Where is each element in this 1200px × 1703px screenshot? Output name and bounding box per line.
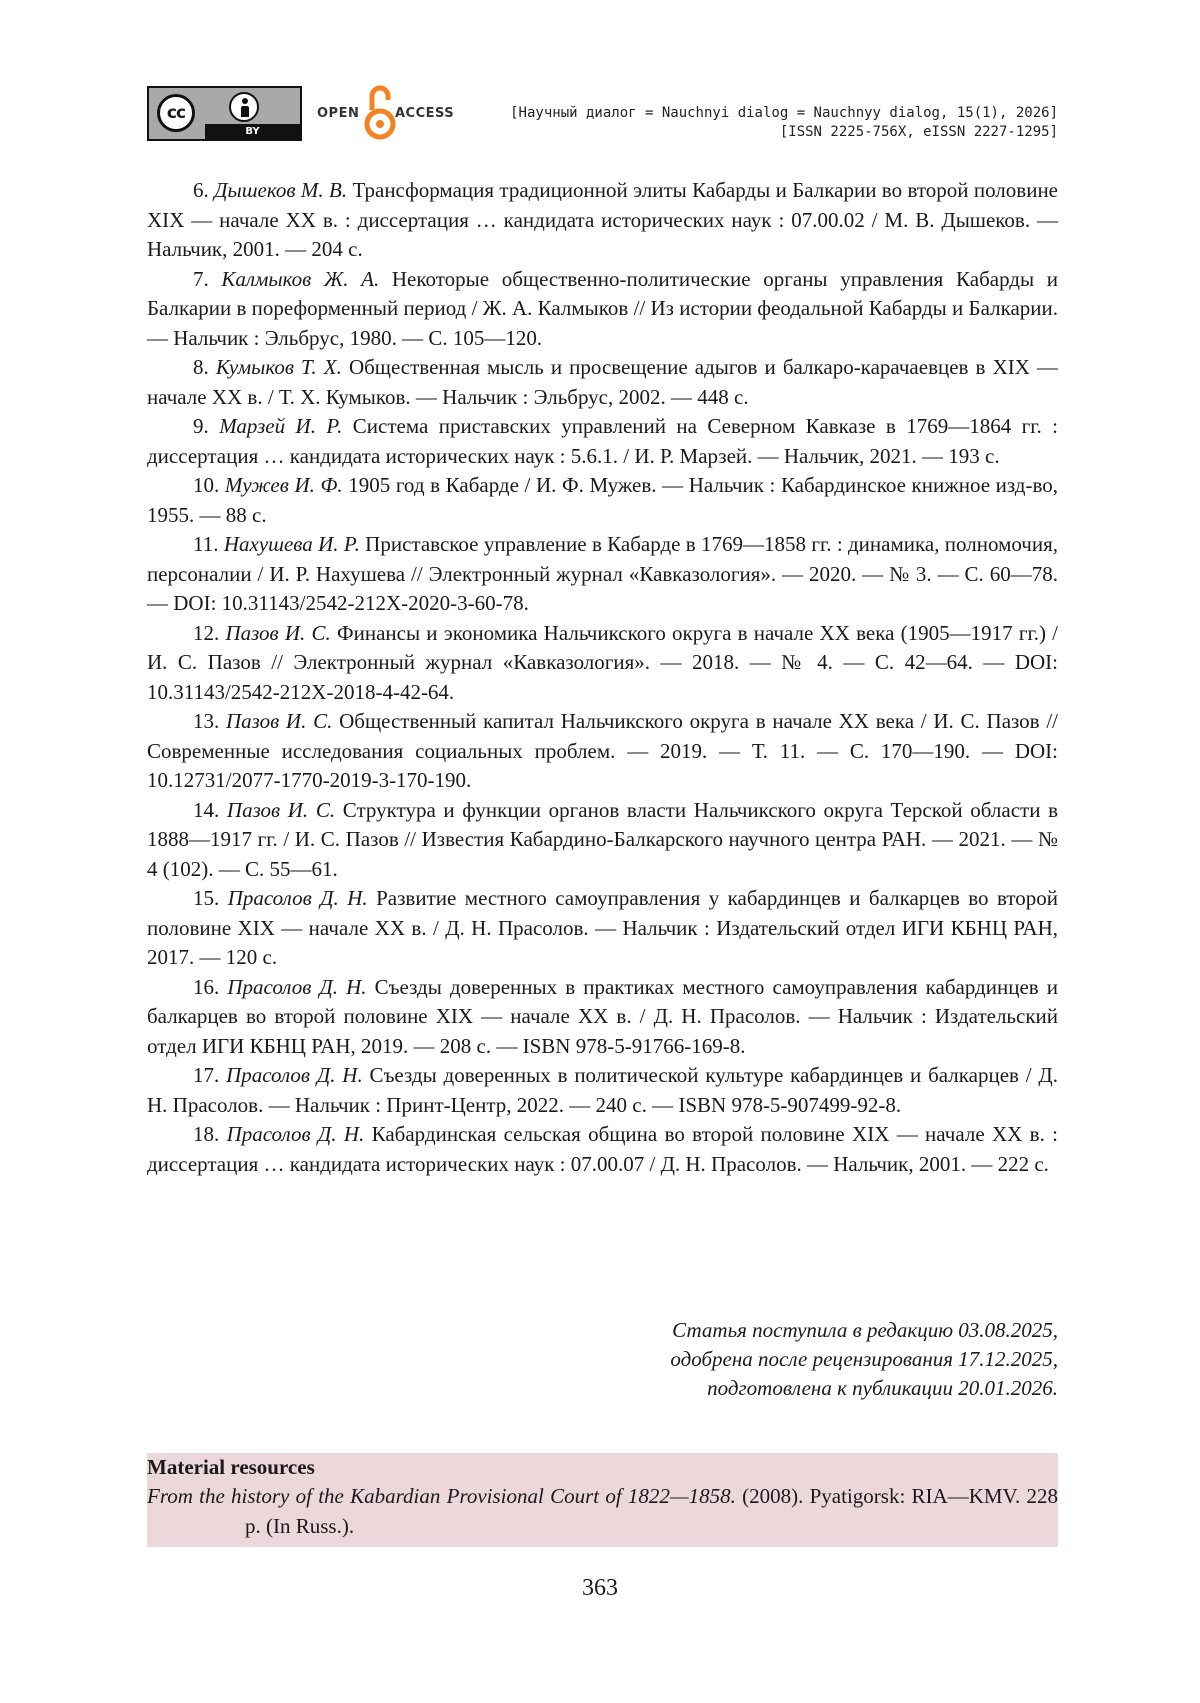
- prepared-date-line: подготовлена к публикации 20.01.2026.: [707, 1376, 1058, 1400]
- reference-item: 11. Нахушева И. Р. Приставское управление в Кабарде в 1769—1858 гг. : динамика, полномочия, персоналии / И. Р. Нахушева // Электронный журнал «Кавказология». — 2020. — № 3. — С. 60—78. — DOI: 10.31143/2542-212X-2020-3-60-78.: [147, 532, 1059, 615]
- reference-item: 16. Прасолов Д. Н. Съезды доверенных в практиках местного самоуправления кабардинцев и балкарцев во второй половине XIX — начале XX в. / Д. Н. Прасолов. — Нальчик : Издательский отдел ИГИ КБНЦ РАН, 2019. — 208 с. — ISBN 978-5-91766-169-8.: [147, 974, 1059, 1058]
- journal-citation: [510, 104, 1058, 142]
- material-resources-heading: Material resources: [147, 1455, 315, 1479]
- reference-item: 18. Прасолов Д. Н. Кабардинская сельская община во второй половине XIX — начале XX в. : диссертация … кандидата исторических наук : 07.00.07 / Д. Н. Прасолов. — Нальчик, 2001. — 222 с.: [147, 1122, 1058, 1176]
- page-header: [147, 84, 1058, 144]
- creative-commons-icon: cc: [157, 94, 195, 132]
- open-access-logo: [317, 84, 467, 142]
- reference-item: 10. Мужев И. Ф. 1905 год в Кабарде / И. Ф. Мужев. — Нальчик : Кабардинское книжное изд-во, 1955. — 88 с.: [147, 473, 1058, 527]
- page-number: 363: [582, 1575, 618, 1601]
- material-resources-section: [147, 1453, 1058, 1547]
- by-label: BY: [205, 124, 300, 139]
- reference-item: 8. Кумыков Т. Х. Общественная мысль и просвещение адыгов и балкаро-карачаевцев в XIX — начале XX в. / Т. Х. Кумыков. — Нальчик : Эльбрус, 2002. — 448 с.: [147, 355, 1058, 409]
- reference-item: 15. Прасолов Д. Н. Развитие местного самоуправления у кабардинцев и балкарцев во второй половине XIX — начале XX в. / Д. Н. Прасолов. — Нальчик : Издательский отдел ИГИ КБНЦ РАН, 2017. — 120 с.: [147, 886, 1058, 969]
- cc-by-license-badge: [147, 86, 302, 141]
- reference-item: 9. Марзей И. Р. Система приставских управлений на Северном Кавказе в 1769—1864 гг. : диссертация … кандидата исторических наук : 5.6.1. / И. Р. Марзей. — Нальчик, 2021. — 193 с.: [147, 414, 1059, 468]
- received-date-line: Статья поступила в редакцию 03.08.2025,: [672, 1318, 1058, 1342]
- reference-item: 6. Дышеков М. В. Трансформация традиционной элиты Кабарды и Балкарии во второй половине XIX — начале XX в. : диссертация … кандидата исторических наук : 07.00.02 / М. В. Дышеков. — Нальчик, 2001. — 204 с.: [147, 178, 1059, 261]
- journal-citation-line: [Научный диалог = Nauchnyi dialog = Nauchnyy dialog, 15(1), 2026]: [510, 105, 1058, 121]
- article-dates: [147, 1316, 1058, 1403]
- reference-item: 12. Пазов И. С. Финансы и экономика Нальчикского округа в начале XX века (1905—1917 гг.) / И. С. Пазов // Электронный журнал «Кавказология». — 2018. — № 4. — С. 42—64. — DOI: 10.31143/2542-212X-2018-4-42-64.: [147, 620, 1058, 704]
- approved-date-line: одобрена после рецензирования 17.12.2025,: [670, 1347, 1058, 1371]
- reference-item: 13. Пазов И. С. Общественный капитал Нальчикского округа в начале XX века / И. С. Пазов // Современные исследования социальных проблем. — 2019. — Т. 11. — С. 170—190. — DOI: 10.12731/2077-1770-2019-3-170-190.: [147, 709, 1059, 792]
- reference-item: 7. Калмыков Ж. А. Некоторые общественно-политические органы управления Кабарды и Балкарии в пореформенный период / Ж. А. Калмыков // Из истории феодальной Кабарды и Балкарии. — Нальчик : Эльбрус, 1980. — С. 105—120.: [147, 266, 1058, 350]
- reference-item: 14. Пазов И. С. Структура и функции органов власти Нальчикского округа Терской области в 1888—1917 гг. / И. С. Пазов // Известия Кабардино-Балкарского научного центра РАН. — 2021. — № 4 (102). — С. 55—61.: [147, 797, 1059, 881]
- open-access-left-text: OPEN: [317, 106, 360, 121]
- reference-list: [147, 176, 1058, 1179]
- attribution-person-icon: [229, 92, 259, 122]
- open-lock-icon: [364, 84, 396, 142]
- open-access-right-text: ACCESS: [395, 106, 455, 121]
- material-resource-item: From the history of the Kabardian Provisional Court of 1822—1858. (2008). Pyatigorsk: RIA—KMV. 228 p. (In Russ.).: [147, 1484, 1059, 1538]
- reference-item: 17. Прасолов Д. Н. Съезды доверенных в политической культуре кабардинцев и балкарцев / Д. Н. Прасолов. — Нальчик : Принт-Центр, 2022. — 240 с. — ISBN 978-5-907499-92-8.: [147, 1063, 1058, 1117]
- journal-issn-line: [ISSN 2225-756X, eISSN 2227-1295]: [779, 124, 1058, 140]
